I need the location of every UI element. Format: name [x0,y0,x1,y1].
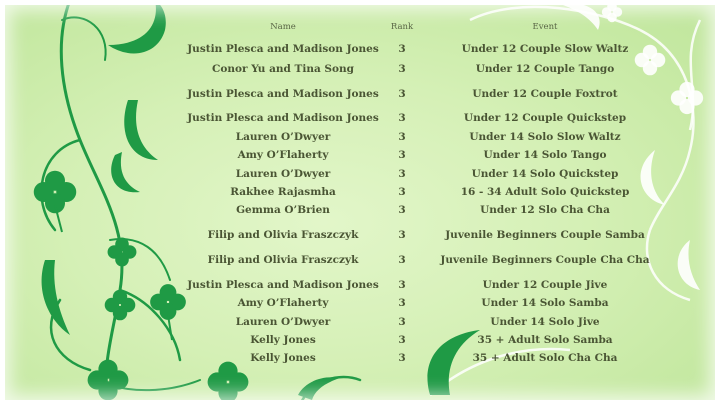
cell-rank: 3 [398,229,406,241]
cell-event: Under 14 Solo Tango [483,149,607,161]
cell-name: Rakhee Rajasmha [230,186,336,198]
cell-event: Under 12 Couple Jive [482,279,608,291]
cell-rank: 3 [398,186,406,198]
cell-name: Lauren O’Dwyer [235,131,331,143]
cell-name: Amy O’Flaherty [237,149,329,161]
cell-event: Under 14 Solo Jive [490,316,600,328]
cell-rank: 3 [398,279,406,291]
cell-event: Under 12 Slo Cha Cha [480,204,610,216]
cell-event: 35 + Adult Solo Cha Cha [472,352,618,364]
cell-name: Gemma O’Brien [236,204,330,216]
cell-rank: 3 [398,149,406,161]
cell-rank: 3 [398,88,406,100]
cell-event: Under 12 Couple Foxtrot [472,88,618,100]
cell-rank: 3 [398,316,406,328]
column-header-event: Event [532,22,558,32]
cell-name: Justin Plesca and Madison Jones [187,279,379,291]
cell-name: Justin Plesca and Madison Jones [187,88,379,100]
cell-name: Justin Plesca and Madison Jones [187,112,379,124]
cell-rank: 3 [398,254,406,266]
cell-rank: 3 [398,43,406,55]
column-header-name: Name [270,22,296,32]
cell-name: Conor Yu and Tina Song [212,63,354,75]
cell-rank: 3 [398,112,406,124]
cell-name: Amy O’Flaherty [237,297,329,309]
cell-rank: 3 [398,204,406,216]
cell-name: Justin Plesca and Madison Jones [187,43,379,55]
cell-rank: 3 [398,334,406,346]
cell-name: Lauren O’Dwyer [235,168,331,180]
cell-rank: 3 [398,131,406,143]
cell-rank: 3 [398,297,406,309]
cell-event: Juvenile Beginners Couple Cha Cha [440,254,650,266]
cell-event: 16 - 34 Adult Solo Quickstep [460,186,630,198]
cell-event: Under 14 Solo Samba [481,297,609,309]
cell-event: Under 12 Couple Tango [475,63,615,75]
cell-rank: 3 [398,168,406,180]
cell-name: Filip and Olivia Fraszczyk [207,229,359,241]
cell-event: Under 12 Couple Quickstep [463,112,627,124]
cell-name: Kelly Jones [250,334,316,346]
cell-rank: 3 [398,63,406,75]
cell-name: Filip and Olivia Fraszczyk [207,254,359,266]
cell-event: Juvenile Beginners Couple Samba [445,229,645,241]
cell-event: Under 14 Solo Slow Waltz [469,131,621,143]
cell-event: 35 + Adult Solo Samba [477,334,613,346]
cell-event: Under 14 Solo Quickstep [471,168,619,180]
column-header-rank: Rank [390,22,414,32]
cell-rank: 3 [398,352,406,364]
cell-name: Lauren O’Dwyer [235,316,331,328]
cell-event: Under 12 Couple Slow Waltz [461,43,629,55]
cell-name: Kelly Jones [250,352,316,364]
